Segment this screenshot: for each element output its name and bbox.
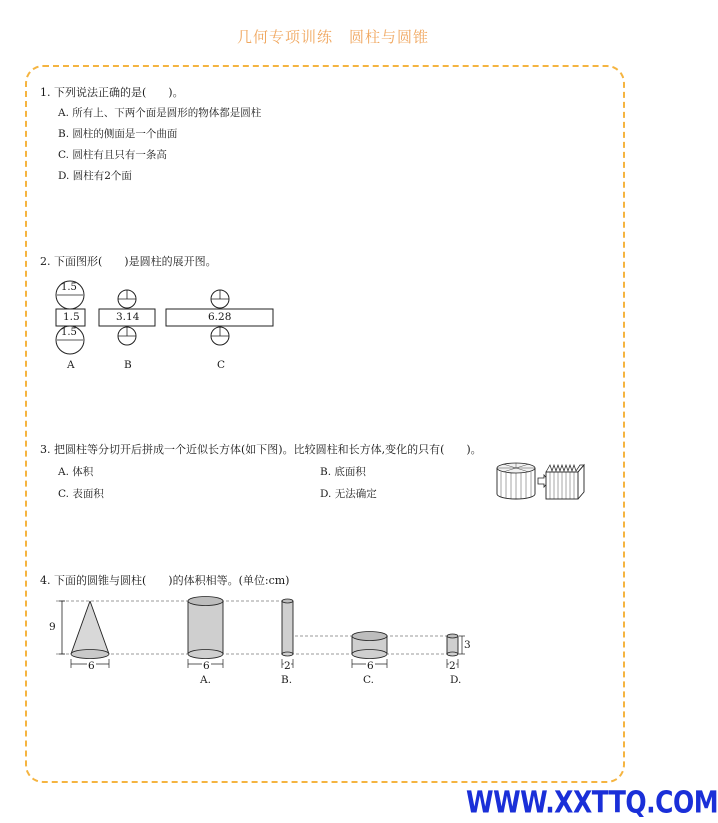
q4-option-b-cylinder[interactable] xyxy=(282,599,293,668)
q4-option-c-letter[interactable]: C. xyxy=(363,674,374,686)
net-a-bottom-circle-label: 1.5 xyxy=(61,327,77,338)
cone-height-label: 9 xyxy=(49,621,56,633)
question-3-text: 3. 把圆柱等分切开后拼成一个近似长方体(如下图)。比较圆柱和长方体,变化的只有( )。 xyxy=(40,443,482,456)
option-b-diameter-label: 2 xyxy=(284,660,291,672)
cone-diameter-label: 6 xyxy=(88,660,95,672)
q4-option-b-letter[interactable]: B. xyxy=(281,674,293,686)
q3-option-d[interactable]: D. 无法确定 xyxy=(320,488,377,500)
q4-reference-lines xyxy=(56,601,460,654)
q4-option-a-letter[interactable]: A. xyxy=(200,674,211,686)
option-d-height-label: 3 xyxy=(464,639,471,651)
net-a-rect-label: 1.5 xyxy=(63,311,80,323)
q1-option-c[interactable]: C. 圆柱有且只有一条高 xyxy=(58,149,167,161)
option-c-diameter-label: 6 xyxy=(367,660,374,672)
site-watermark: WWW.XXTTQ.COM xyxy=(466,785,718,820)
q3-option-b[interactable]: B. 底面积 xyxy=(320,466,366,478)
q4-option-a-cylinder[interactable] xyxy=(188,597,223,669)
q3-option-c[interactable]: C. 表面积 xyxy=(58,488,104,500)
page-title: 几何专项训练 圆柱与圆锥 xyxy=(236,28,429,46)
net-c-letter: C xyxy=(217,359,226,371)
net-b-letter: B xyxy=(124,359,132,371)
q4-option-d-letter[interactable]: D. xyxy=(450,674,462,686)
q4-cone xyxy=(59,601,109,668)
net-b-rect-label: 3.14 xyxy=(116,311,140,323)
net-a-top-circle-label: 1.5 xyxy=(61,282,77,293)
net-a-letter: A xyxy=(67,359,75,371)
net-c-rect-label: 6.28 xyxy=(208,311,232,323)
q1-option-a[interactable]: A. 所有上、下两个面是圆形的物体都是圆柱 xyxy=(58,107,262,119)
option-d-diameter-label: 2 xyxy=(449,660,456,672)
option-a-diameter-label: 6 xyxy=(203,660,210,672)
q1-option-b[interactable]: B. 圆柱的侧面是一个曲面 xyxy=(58,128,178,140)
q1-option-d[interactable]: D. 圆柱有2个面 xyxy=(58,170,132,182)
q3-cuboid-illustration xyxy=(546,465,584,499)
question-2-text: 2. 下面图形( )是圆柱的展开图。 xyxy=(40,255,217,268)
q3-option-a[interactable]: A. 体积 xyxy=(58,466,94,478)
question-1-text: 1. 下列说法正确的是( )。 xyxy=(40,86,184,99)
q3-cylinder-illustration xyxy=(497,463,535,499)
question-4-text: 4. 下面的圆锥与圆柱( )的体积相等。(单位:cm) xyxy=(40,574,290,587)
